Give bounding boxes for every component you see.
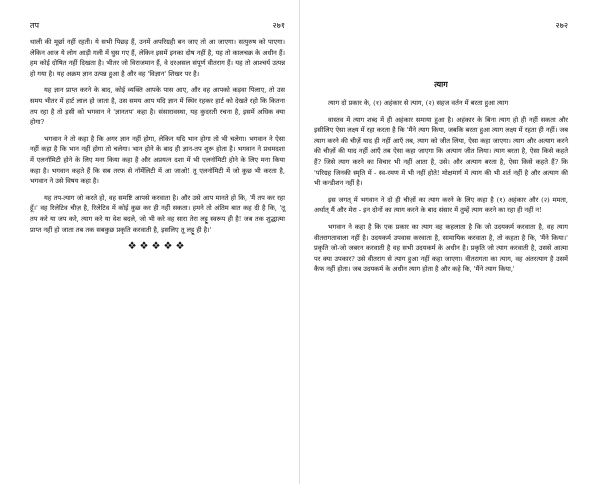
paragraph: थाली की मूर्छा नहीं रहती। ये सभी पिछड़ हैं, उनमें अपरिग्रही बन जाए तो आ जाएगा। सत्पुरुष को पाएगा। लेकिन आज ये लोग आड़ी गली में घुस गए हैं, लेकिन इसमें इनका दोष नहीं है, यह तो कालचक्र के अधीन हैं। हम कोई दोषित नहीं दिखता है। भीतर जो विराजमान हैं, वे दरअसल संपूर्ण वीतराग हैं। यह तो आश्चर्य उत्पन्न हो गया है। यह अक्रम ज्ञान उत्पन्न हुआ है और वह 'विज्ञान' शिखर पर है।: [30, 38, 285, 78]
paragraph: भगवान ने तो कहा है कि अगर ज्ञान नहीं होगा, लेकिन यदि भान होगा तो भी चलेगा। भगवान ने ऐसा नहीं कहा है कि भान नहीं होगा तो चलेगा। भान होने के बाद ही ज्ञान-तप शुरू होता है। भगवान ने प्रथमदशा में एलनॉमिटी होने के लिए मना किया कहा है और अप्रयत्न दशा में भी एलनॉमिटी होने के लिए मना किया कहा है। भगवान कहते हैं कि सब तरफ से नॉर्मेलिटी में आ जाओ! तू एलनॉमिटी में जो कुछ भी करता है, भगवान ने उसे विषय कहा है।: [30, 134, 285, 186]
paragraph: वास्तव में त्याग शब्द में ही अहंकार समाया हुआ है। अहंकार के बिना त्याग हो ही नहीं सकता और इसीलिए ऐसा लक्ष्य में रहा करता है कि 'मैंने त्याग किया, जबकि बरता हुआ त्याग लक्ष्य में रहता ही नहीं। जब त्याग करने की चीज़ें याद ही नहीं आएँ तब, त्याग को जीत लिया, ऐसा कहा जाएगा। त्याग और अत्याग करने की चीज़ों की याद नहीं आएँ तब ऐसा कहा जाएगा कि अत्याग जीत लिया। त्याग बरता है, ऐसा किसे कहते हैं? जिसे त्याग करने का विचार भी नहीं आता है, उसे। और अत्याग बरता है, ऐसा किसे कहते हैं? कि 'परिग्रह जिनकी स्मृति में - स्व-रमण में भी नहीं होते! मोक्षमार्ग में त्याग की भी शर्त नहीं है और अत्याग की भी कन्डीशन नहीं है।: [314, 115, 568, 188]
paragraph: यह ज्ञान प्राप्त करने के बाद, कोई व्यक्ति आपके पास आए, और वह आपको कड़वा पिलाए, तो उस समय भीतर में हार्ट लाल हो जाता है, उस समय आप यदि ज्ञान में स्थिर रहकर हार्ट को देखते रहो कि कितना तप रहा है तो इसी को भगवान ने 'ज्ञानतप' कहा है। संसारावस्था, यह कुदरती रचना है, इसमें अधिक क्या होगा?: [30, 86, 285, 127]
paragraph: यह तप-त्याग जो करते हो, वह समष्टि आपसे करवाता है। और उसे आप मानते हो कि, 'मैं तप कर रहा हूँ।' वह रिलेटिव चीज़ है, रिलेटिव में कोई कुछ कर ही नहीं सकता। हमने तो अंतिम बात कह दी है कि, 'तू तप करे या जप करे, त्याग करे या वेश बदले, जो भी करे वह सारा तेरा लट्टू स्वरूप ही है! जब तक शुद्धात्मा प्राप्त नहीं हो जाता तब तक सबकुछ प्रकृति करवाती है, इसलिए तू लट्टू ही है।': [30, 193, 285, 234]
page-number: २७१: [272, 21, 285, 30]
running-head: तप: [30, 21, 40, 30]
paragraph: भगवान ने कहा है कि एक प्रकार का त्याग वह कहलाता है कि जो उदयकर्म करवाता है, वह त्याग वीतरागतावाला नहीं है। उदयकर्म उपवास करवाता है, सामायिक करवाता है, तो कहता है कि, 'मैंने किया।' प्रकृति जो-जो जबरन करवाती है वह सभी उदयकर्म के अधीन है। प्रकृति जो त्याग करवाती है, उससे आत्मा पर क्या उपकार? उसे वीतराग से त्याग हुआ नहीं कहा जाएगा। वीतरागता का त्याग, वह अंतरत्याग है उसमें कैफ नहीं होता। जब उदयकर्म के अधीन त्याग होता है और कहे कि, 'मैंने त्याग किया,': [314, 222, 568, 274]
left-page-header: [30, 20, 285, 31]
paragraph: त्याग दो प्रकार के, (१) अहंकार से त्याग, (२) सहज वर्तन में बरता हुआ त्याग: [328, 99, 509, 107]
right-page: [299, 0, 598, 484]
section-title: त्याग: [434, 79, 448, 89]
paragraph: इस जगत् में भगवान ने दो ही चीज़ों का त्याग करने के लिए कहा है (१) अहंकार और (२) ममता, अर्थात् मैं और मेरा - इन दोनों का त्याग करने के बाद संसार में तुम्हें त्याग करने का रहा ही नहीं न!: [314, 195, 568, 215]
section-end-ornament: ❖❖❖❖❖: [127, 241, 188, 253]
left-page: [0, 0, 299, 484]
page-number: २७२: [555, 21, 568, 30]
right-page-header: [314, 20, 568, 31]
